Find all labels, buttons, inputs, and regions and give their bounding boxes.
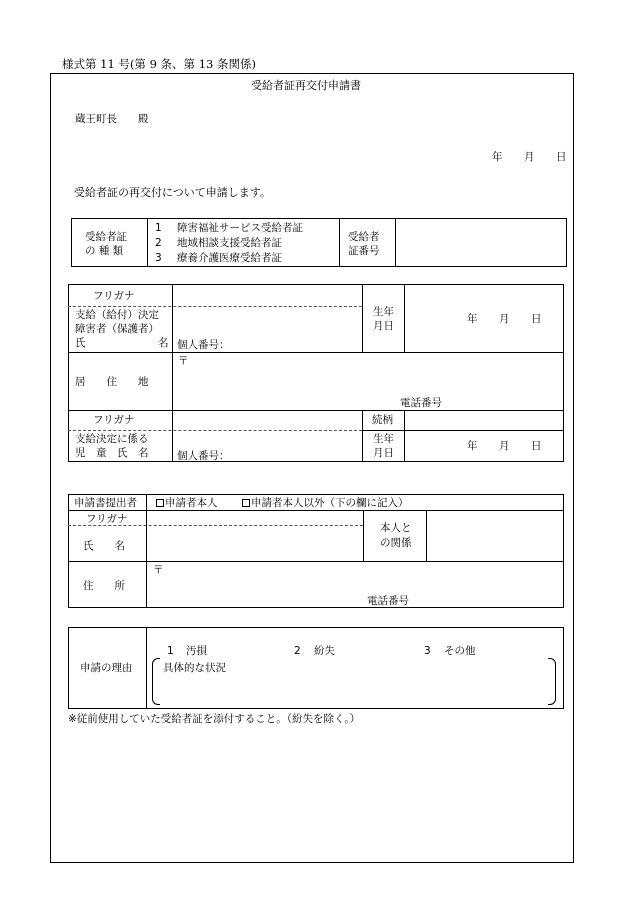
certificate-type-label-2: の 種 類 <box>85 245 124 257</box>
attachment-note: ※従前使用していた受給者証を添付すること。（紛失を除く。） <box>68 713 361 725</box>
recipient-name-field[interactable] <box>174 308 360 336</box>
date-month-label: 月 <box>524 151 535 163</box>
certificate-option-num: 1 <box>155 222 162 234</box>
recipient-birth-label-2: 月日 <box>373 320 394 332</box>
child-furigana-field[interactable] <box>174 412 360 429</box>
reason-option-num: 1 <box>167 645 174 657</box>
recipient-name-label-3a: 氏 <box>75 337 86 349</box>
recipient-furigana-field[interactable] <box>174 286 360 305</box>
child-birth-month: 月 <box>499 440 510 452</box>
submitter-name-field[interactable] <box>148 527 361 559</box>
certificate-type-label: 受給者証 <box>85 231 127 243</box>
certificate-option: 障害福祉サービス受給者証 <box>177 222 303 234</box>
date-day-label: 日 <box>556 151 567 163</box>
recipient-birth-label: 生年 <box>373 306 394 318</box>
certificate-option: 療養介護医療受給者証 <box>177 252 282 264</box>
reason-label: 申請の理由 <box>80 662 133 674</box>
child-furigana-label: フリガナ <box>93 414 135 426</box>
submitter-relation-label: 本人と <box>380 522 412 534</box>
statement: 受給者証の再交付について申請します。 <box>74 186 271 199</box>
submitter-option-self[interactable]: 申請者本人 <box>156 497 218 509</box>
child-birth-day: 日 <box>531 440 542 452</box>
reason-detail-label: 具体的な状況 <box>163 662 226 674</box>
reason-option: その他 <box>444 645 476 657</box>
submitter-furigana-label: フリガナ <box>86 513 128 525</box>
reason-option-num: 3 <box>424 645 431 657</box>
checkbox-icon[interactable] <box>156 499 164 507</box>
child-birth-year: 年 <box>467 440 478 452</box>
child-birth-label-2: 月日 <box>373 447 394 459</box>
submitter-phone-label: 電話番号 <box>367 595 409 607</box>
submitter-relation-field[interactable] <box>428 512 562 559</box>
recipient-address-label: 居 住 地 <box>75 376 149 388</box>
certificate-option: 地域相談支援受給者証 <box>177 237 282 249</box>
certificate-option-num: 2 <box>155 237 162 249</box>
relation-field[interactable] <box>406 412 562 429</box>
recipient-name-label-3b: 名 <box>158 337 169 349</box>
addressee: 蔵王町長 殿 <box>75 113 149 125</box>
recipient-postal-mark: 〒 <box>178 355 189 367</box>
child-name-label: 支給決定に係る <box>75 433 149 445</box>
certificate-option-num: 3 <box>155 252 162 264</box>
recipient-name-label: 支給（給付）決定 <box>75 309 159 321</box>
left-bracket <box>152 658 160 705</box>
child-name-label-2: 児 童 氏 名 <box>75 447 149 459</box>
submitter-option-other[interactable]: 申請者本人以外（下の欄に記入） <box>242 497 409 509</box>
relation-label: 続柄 <box>372 414 393 426</box>
recipient-birth-year: 年 <box>467 313 478 325</box>
certificate-number-label-2: 証番号 <box>348 245 380 257</box>
date-year-label: 年 <box>492 151 503 163</box>
recipient-address-field[interactable] <box>174 354 562 408</box>
submitter-address-label: 住 所 <box>83 580 125 592</box>
form-number: 様式第 11 号(第 9 条、第 13 条関係) <box>62 57 256 71</box>
child-name-field[interactable] <box>174 432 360 448</box>
reason-option: 汚損 <box>186 645 207 657</box>
checkbox-icon[interactable] <box>242 499 250 507</box>
child-birth-label: 生年 <box>373 433 394 445</box>
submitter-relation-label-2: の関係 <box>380 537 412 549</box>
submitter-label: 申請書提出者 <box>74 497 137 509</box>
recipient-name-label-2: 障害者（保護者） <box>75 323 159 335</box>
recipient-phone-label: 電話番号 <box>400 397 442 409</box>
reason-detail-field[interactable] <box>162 676 546 704</box>
recipient-birth-day: 日 <box>531 313 542 325</box>
reason-option: 紛失 <box>314 645 335 657</box>
reason-option-num: 2 <box>294 645 301 657</box>
submitter-name-label: 氏 名 <box>83 540 125 552</box>
submitter-address-field[interactable] <box>148 563 562 606</box>
recipient-birth-month: 月 <box>499 313 510 325</box>
certificate-number-label: 受給者 <box>348 231 380 243</box>
submitter-postal-mark: 〒 <box>153 564 164 576</box>
form-title: 受給者証再交付申請書 <box>251 79 361 92</box>
recipient-furigana-label: フリガナ <box>93 290 135 302</box>
certificate-number-field[interactable] <box>397 220 565 265</box>
child-my-number-label: 個人番号： <box>177 450 230 462</box>
submitter-furigana-field[interactable] <box>148 512 361 524</box>
recipient-my-number-label: 個人番号： <box>177 339 230 351</box>
right-bracket <box>548 658 556 705</box>
